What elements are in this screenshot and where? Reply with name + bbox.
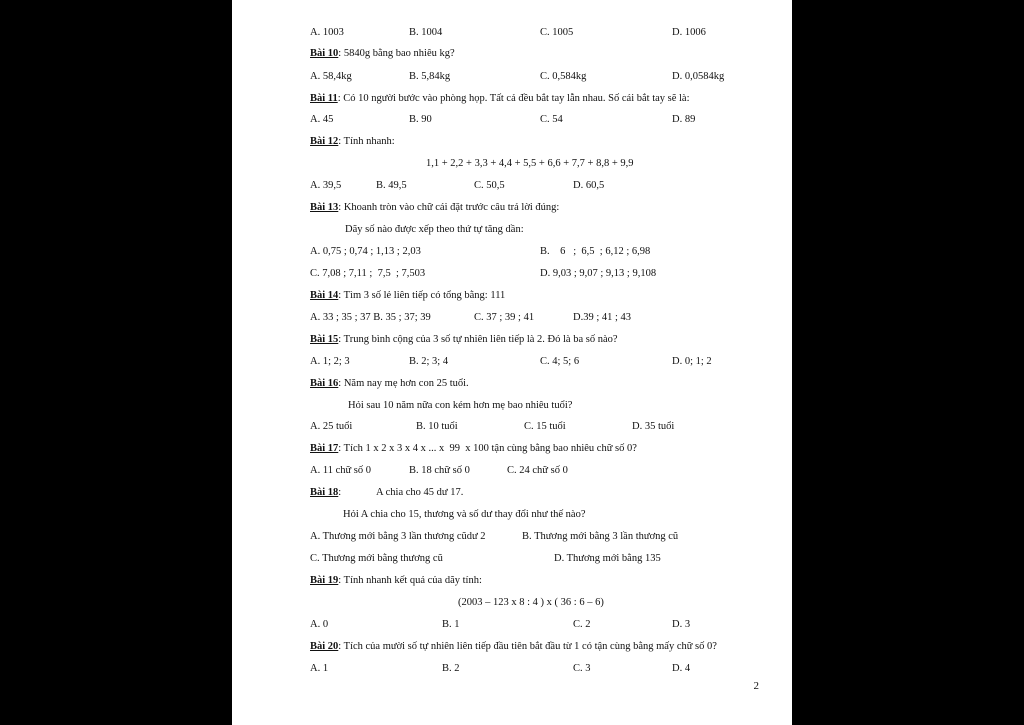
- option-a: A. Thương mới bằng 3 lần thương cũdư 2: [310, 531, 486, 542]
- option-b: B. 2: [442, 663, 460, 674]
- problem-20: [310, 641, 717, 653]
- option-b: B. 90: [409, 114, 432, 125]
- problem-label: Bài 10: [310, 48, 339, 59]
- option-d: D. 0,0584kg: [672, 71, 725, 82]
- problem-16: [310, 378, 469, 390]
- option-a: A. 45: [310, 114, 334, 125]
- problem-15: [310, 334, 618, 346]
- problem-10: [310, 48, 455, 60]
- problem-17: [310, 443, 637, 455]
- option-a: A. 25 tuổi: [310, 421, 353, 432]
- option-b: B. 10 tuổi: [416, 421, 458, 432]
- option-b: B. 18 chữ số 0: [409, 465, 470, 476]
- option-c: C. 2: [573, 619, 591, 630]
- problem-text: : Trung bình cộng của 3 số tự nhiên liên tiếp là 2. Đó là ba số nào?: [338, 334, 618, 345]
- problem-label: Bài 20: [310, 641, 339, 652]
- problem-text: : Có 10 người bước vào phòng họp. Tất cả đều bắt tay lẫn nhau. Số cái bắt tay sẽ là:: [337, 93, 690, 104]
- option-c: C. 50,5: [474, 180, 505, 191]
- option-d: D. 3: [672, 619, 691, 630]
- problem-text: : Tích 1 x 2 x 3 x 4 x ... x 99 x 100 tận cùng bằng bao nhiêu chữ số 0?: [338, 443, 637, 454]
- problem-text: : Tính nhanh kết quả của dãy tính:: [338, 575, 482, 586]
- option-a: A. 1: [310, 663, 329, 674]
- option-c: C. 3: [573, 663, 591, 674]
- problem-11: [310, 93, 690, 105]
- option-a: A. 0,75 ; 0,74 ; 1,13 ; 2,03: [310, 246, 421, 257]
- option-b: B. 6 ; 6,5 ; 6,12 ; 6,98: [540, 246, 651, 257]
- problem-text: : 5840g bằng bao nhiêu kg?: [338, 48, 455, 59]
- option-b: B. 5,84kg: [409, 71, 451, 82]
- page-number: 2: [753, 680, 759, 692]
- problem-text: : Tích của mười số tự nhiên liên tiếp đầu tiên bắt đầu từ 1 có tận cùng bằng mấy chữ số 0?: [338, 641, 717, 652]
- option-d: D. 1006: [672, 27, 706, 38]
- option-c: C. 15 tuổi: [524, 421, 566, 432]
- problem-label: Bài 11: [310, 93, 338, 104]
- expression: 1,1 + 2,2 + 3,3 + 4,4 + 5,5 + 6,6 + 7,7 + 8,8 + 9,9: [426, 158, 634, 169]
- problem-14: [310, 290, 505, 302]
- option-d: D. 4: [672, 663, 691, 674]
- option-d: D. 60,5: [573, 180, 605, 191]
- option-c: C. 54: [540, 114, 563, 125]
- option-d: D. Thương mới bằng 135: [554, 553, 661, 564]
- problem-12: [310, 136, 395, 148]
- option-c: C. 4; 5; 6: [540, 356, 580, 367]
- problem-label: Bài 13: [310, 202, 339, 213]
- problem-label: Bài 19: [310, 575, 339, 586]
- option-a: A. 11 chữ số 0: [310, 465, 372, 476]
- option-c: C. 24 chữ số 0: [507, 465, 568, 476]
- option-c: C. 7,08 ; 7,11 ; 7,5 ; 7,503: [310, 268, 426, 279]
- problem-colon: :: [338, 487, 342, 498]
- option-a: A. 1; 2; 3: [310, 356, 350, 367]
- problem-text: : Khoanh tròn vào chữ cái đặt trước câu trả lời đúng:: [338, 202, 560, 213]
- problem-label: Bài 16: [310, 378, 339, 389]
- problem-18: [310, 487, 341, 499]
- problem-label: Bài 14: [310, 290, 339, 301]
- sub-question: Hỏi A chia cho 15, thương và số dư thay đổi như thế nào?: [343, 509, 586, 520]
- option-d: D.39 ; 41 ; 43: [573, 312, 632, 323]
- problem-text: : Năm nay mẹ hơn con 25 tuổi.: [338, 378, 469, 389]
- problem-label: Bài 18: [310, 487, 339, 498]
- option-b: B. 1004: [409, 27, 443, 38]
- problem-19: [310, 575, 482, 587]
- option-b: B. 49,5: [376, 180, 407, 191]
- problem-text: : Tìm 3 số lẻ liên tiếp có tổng bằng: 111: [338, 290, 506, 301]
- option-c: C. 37 ; 39 ; 41: [474, 312, 535, 323]
- option-d: D. 35 tuổi: [632, 421, 675, 432]
- problem-label: Bài 17: [310, 443, 339, 454]
- problem-label: Bài 15: [310, 334, 339, 345]
- option-c: C. 1005: [540, 27, 574, 38]
- option-c: C. Thương mới bằng thương cũ: [310, 553, 443, 564]
- option-b: B. 2; 3; 4: [409, 356, 449, 367]
- problem-label: Bài 12: [310, 136, 339, 147]
- option-d: D. 0; 1; 2: [672, 356, 712, 367]
- problem-13: [310, 202, 559, 214]
- sub-question: Hỏi sau 10 năm nữa con kém hơn mẹ bao nhiêu tuổi?: [348, 400, 573, 411]
- option-d: D. 9,03 ; 9,07 ; 9,13 ; 9,108: [540, 268, 657, 279]
- option-a-b: A. 33 ; 35 ; 37 B. 35 ; 37; 39: [310, 312, 431, 323]
- problem-text: A chia cho 45 dư 17.: [376, 487, 464, 498]
- option-d: D. 89: [672, 114, 696, 125]
- option-a: A. 58,4kg: [310, 71, 352, 82]
- option-a: A. 39,5: [310, 180, 342, 191]
- problem-text: : Tính nhanh:: [338, 136, 395, 147]
- option-c: C. 0,584kg: [540, 71, 587, 82]
- option-a: A. 1003: [310, 27, 344, 38]
- document-page: [232, 0, 792, 725]
- option-a: A. 0: [310, 619, 329, 630]
- option-b: B. Thương mới bằng 3 lần thương cũ: [522, 531, 679, 542]
- option-b: B. 1: [442, 619, 460, 630]
- sub-question: Dãy số nào được xếp theo thứ tự tăng dần:: [345, 224, 524, 235]
- expression: (2003 – 123 x 8 : 4 ) x ( 36 : 6 – 6): [458, 597, 604, 608]
